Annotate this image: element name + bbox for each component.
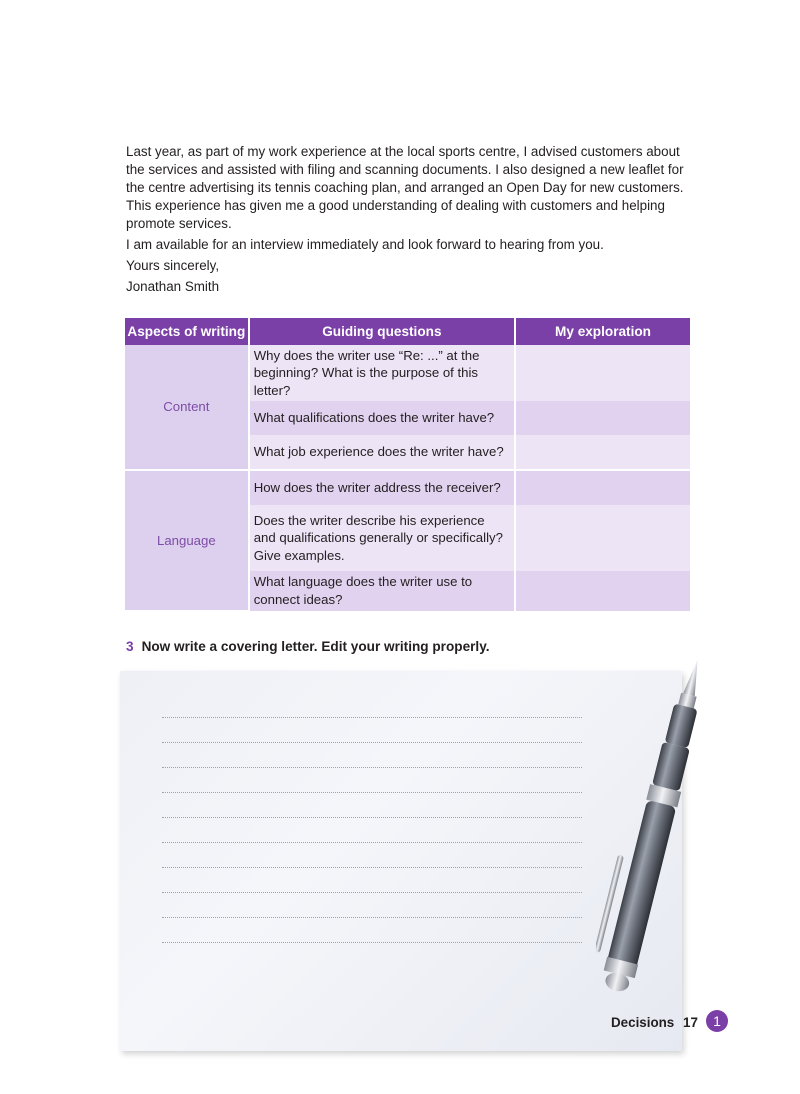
task-number: 3 [126,639,134,654]
writing-line[interactable] [162,892,582,893]
fountain-pen-icon [596,655,716,1015]
table-row [125,345,690,401]
writing-line[interactable] [162,717,582,718]
letter-excerpt [126,143,696,299]
header-guiding-questions: Guiding questions [249,318,515,345]
writing-line[interactable] [162,817,582,818]
question-cell: How does the writer address the receiver? [249,470,515,505]
writing-line[interactable] [162,767,582,768]
aspect-content: Content [125,345,249,470]
letter-paragraph: Last year, as part of my work experience at the local sports centre, I advised customers about the services and assisted with filing and scanning documents. I also designed a new leaflet for the centre advertising its tennis coaching plan, and arranged an Open Day for new customers. This experience has given me a good understanding of dealing with customers and helping promote services. [126,144,684,231]
exploration-cell[interactable] [515,571,690,611]
exploration-cell[interactable] [515,401,690,435]
table-row [125,470,690,505]
question-cell: Does the writer describe his experience and qualifications generally or specifically? Give examples. [249,505,515,571]
exploration-cell[interactable] [515,470,690,505]
writing-line[interactable] [162,842,582,843]
writing-line[interactable] [162,942,582,943]
header-my-exploration: My exploration [515,318,690,345]
exploration-cell[interactable] [515,505,690,571]
header-aspects: Aspects of writing [125,318,249,345]
writing-line[interactable] [162,792,582,793]
task-text: Now write a covering letter. Edit your writing properly. [141,639,490,654]
writing-line[interactable] [162,742,582,743]
question-cell: What language does the writer use to connect ideas? [249,571,515,611]
footer-page-number: 17 [683,1015,698,1030]
unit-badge: 1 [706,1010,728,1032]
letter-closing: Yours sincerely, [126,258,220,273]
aspect-language: Language [125,470,249,611]
question-cell: What qualifications does the writer have? [249,401,515,435]
writing-line[interactable] [162,917,582,918]
writing-analysis-table [125,318,690,612]
footer-section-title: Decisions [611,1015,675,1030]
question-cell: What job experience does the writer have? [249,435,515,470]
question-cell: Why does the writer use “Re: ...” at the beginning? What is the purpose of this letter? [249,345,515,401]
task-instruction [126,639,490,654]
exploration-cell[interactable] [515,435,690,470]
table-header-row [125,318,690,345]
letter-availability: I am available for an interview immediately and look forward to hearing from you. [126,237,604,252]
letter-signature: Jonathan Smith [126,279,220,294]
exploration-cell[interactable] [515,345,690,401]
writing-line[interactable] [162,867,582,868]
